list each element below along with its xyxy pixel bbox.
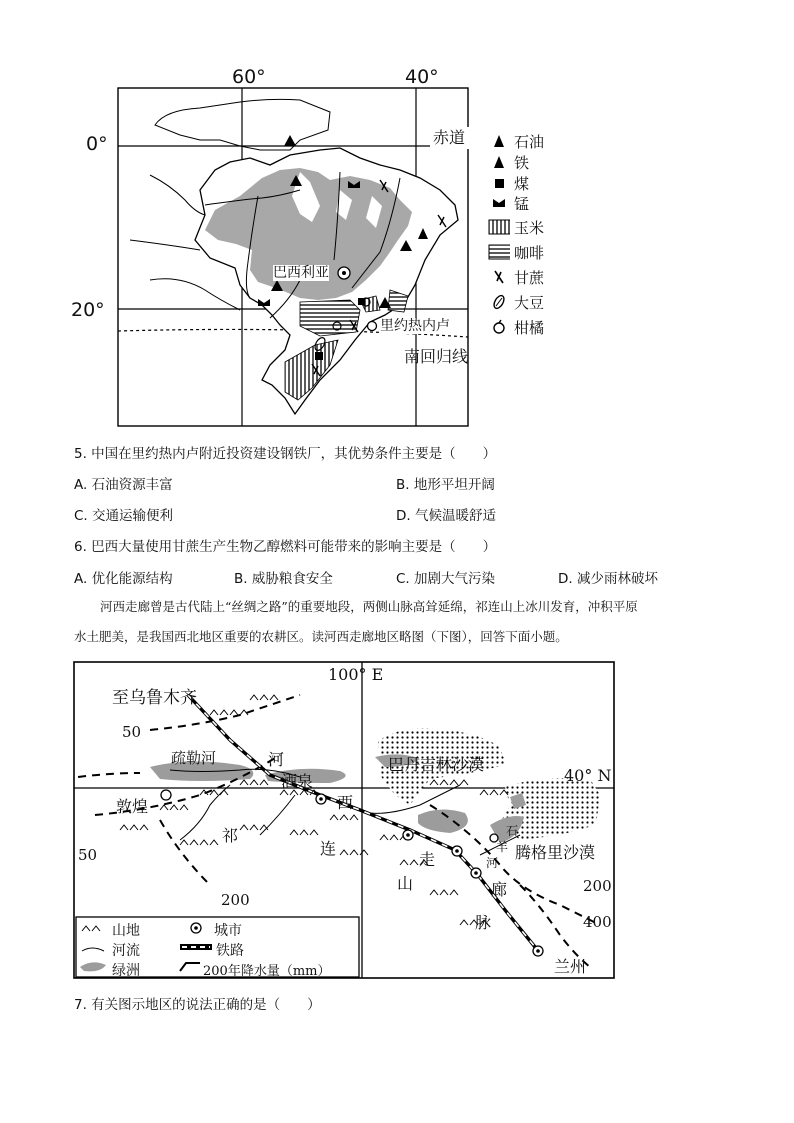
- jiuquan-label: 酒泉: [281, 772, 314, 791]
- shule-river-label: 疏勒河: [171, 749, 217, 767]
- isohyet-200-right: 200: [583, 877, 612, 895]
- soybean-icon: [488, 294, 510, 310]
- oil-icon: [488, 134, 510, 148]
- equator-label: 赤道: [433, 128, 466, 147]
- zou-label: 走: [419, 850, 436, 869]
- q5-option-d: D. 气候温暖舒适: [396, 508, 496, 524]
- passage-line-2: 水土肥美，是我国西北地区重要的农耕区。读河西走廊地区略图（下图），回答下面小题。: [74, 629, 568, 644]
- legend-manganese: 锰: [514, 194, 530, 213]
- legend-coal: 煤: [514, 174, 530, 193]
- rio-label: 里约热内卢: [380, 318, 450, 334]
- passage: [74, 592, 724, 652]
- coffee-icon: [488, 244, 510, 260]
- q5-option-a: A. 石油资源丰富: [74, 477, 173, 493]
- lat-label-20: 20°: [71, 299, 105, 321]
- coal-icon: [488, 176, 510, 190]
- legend-citrus: 柑橘: [514, 318, 545, 337]
- lang-label: 廊: [491, 880, 508, 899]
- isohyet-200-bottom: 200: [221, 891, 250, 909]
- dunhuang-label: 敦煌: [116, 797, 149, 816]
- shan-label: 山: [397, 874, 414, 893]
- iron-icon: [488, 155, 510, 169]
- isohyet-50-top: 50: [122, 723, 142, 741]
- q6-option-c: C. 加剧大气污染: [396, 571, 496, 587]
- shiyang-yang-label: 羊: [496, 840, 509, 854]
- capital-label: 巴西利亚: [273, 265, 329, 281]
- passage-line-1: 河西走廊曾是古代陆上“丝绸之路”的重要地段，两侧山脉高耸延绵，祁连山上冰川发育，冲积平原: [100, 599, 638, 614]
- q5-option-b: B. 地形平坦开阔: [396, 477, 495, 493]
- he-label: 河: [268, 750, 285, 769]
- legend-iron: 铁: [514, 153, 530, 172]
- q5-option-c: C. 交通运输便利: [74, 508, 174, 524]
- map1-legend: [488, 131, 598, 351]
- legend-soybean: 大豆: [514, 293, 545, 312]
- legend-isohyet: 200年降水量（mm）: [203, 964, 331, 979]
- legend-oil: 石油: [514, 132, 545, 151]
- q6-option-b: B. 威胁粮食安全: [234, 571, 333, 587]
- legend-railway: 铁路: [216, 943, 244, 959]
- hexi-map: [0, 655, 794, 985]
- mai-label: 脉: [475, 913, 492, 932]
- question-5: 5. 中国在里约热内卢附近投资建设钢铁厂，其优势条件主要是（ ）: [74, 446, 497, 462]
- lanzhou-label: 兰州: [554, 957, 587, 976]
- brazil-map: [0, 0, 794, 430]
- lat-label-0: 0°: [86, 133, 108, 155]
- urumqi-label: 至乌鲁木齐: [112, 688, 197, 708]
- qi-label: 祁: [222, 826, 239, 845]
- xi-label: 西: [337, 793, 354, 812]
- legend-sugarcane: 甘蔗: [514, 268, 545, 287]
- brazil-map-drawing: [0, 0, 794, 430]
- question-7: 7. 有关图示地区的说法正确的是（ ）: [74, 997, 321, 1013]
- q6-option-d: D. 减少雨林破坏: [558, 571, 658, 587]
- lat-40-label: 40° N: [564, 766, 612, 785]
- isohyet-50-left: 50: [78, 846, 98, 864]
- shiyang-he-label: 河: [486, 856, 499, 870]
- citrus-icon: [488, 319, 510, 335]
- lon-100-label: 100° E: [328, 665, 384, 684]
- corn-icon: [488, 219, 510, 235]
- tropic-label: 南回归线: [404, 347, 469, 366]
- legend-city: 城市: [214, 923, 242, 939]
- lon-label-60: 60°: [232, 66, 266, 88]
- lon-label-40: 40°: [405, 66, 439, 88]
- legend-coffee: 咖啡: [514, 243, 545, 262]
- shiyang-shi-label: 石: [506, 824, 519, 838]
- tengger-label: 腾格里沙漠: [515, 843, 596, 862]
- legend-river: 河流: [112, 943, 140, 959]
- legend-mountain: 山地: [112, 923, 140, 939]
- manganese-icon: [488, 197, 510, 209]
- isohyet-400: 400: [583, 913, 612, 931]
- question-6: 6. 巴西大量使用甘蔗生产生物乙醇燃料可能带来的影响主要是（ ）: [74, 539, 497, 555]
- badain-jaran-label: 巴丹吉林沙漠: [388, 755, 485, 774]
- legend-corn: 玉米: [514, 218, 545, 237]
- legend-oasis: 绿洲: [112, 963, 140, 979]
- q6-option-a: A. 优化能源结构: [74, 571, 173, 587]
- lian-label: 连: [320, 839, 337, 858]
- sugarcane-icon: [488, 269, 510, 285]
